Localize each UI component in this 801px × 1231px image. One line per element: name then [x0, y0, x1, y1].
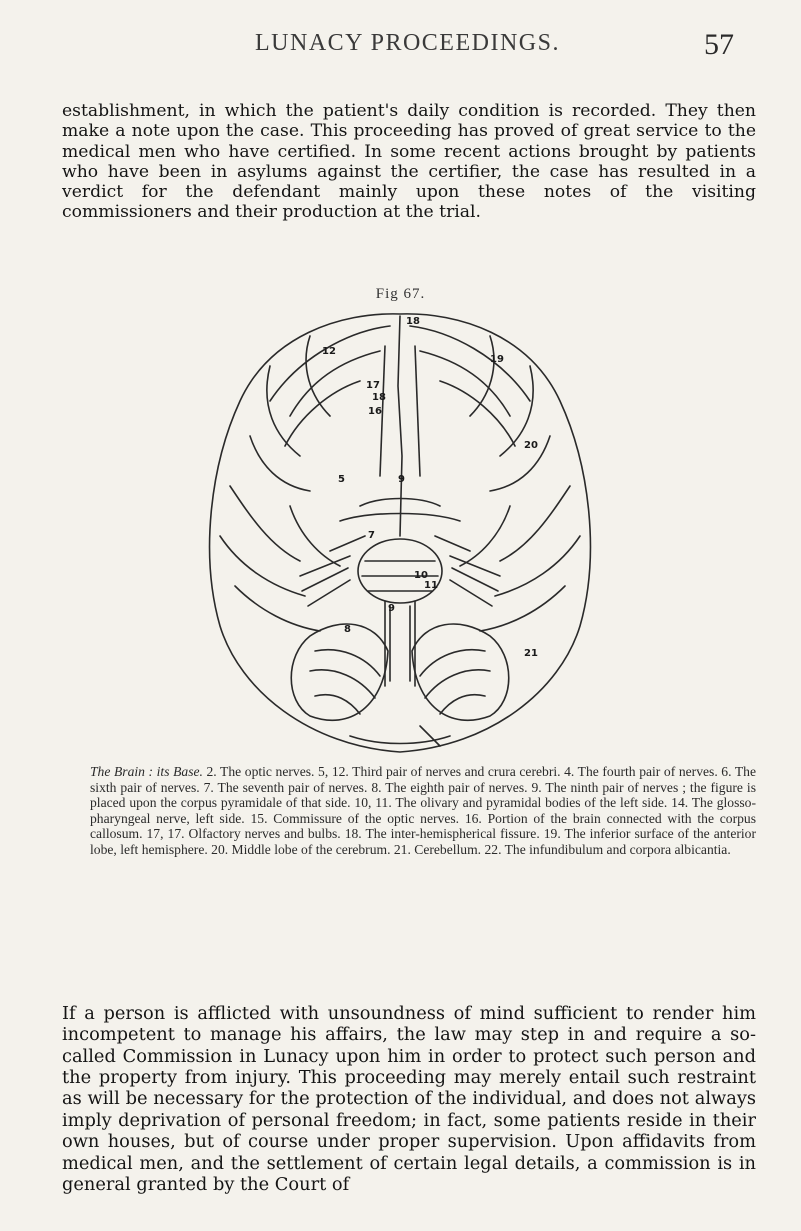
callout-19: 19: [490, 354, 504, 365]
callout-12: 12: [322, 346, 336, 357]
page-number: 57: [704, 28, 734, 61]
callout-18-mid: 18: [372, 392, 386, 403]
body-paragraph-2: If a person is afflicted with unsoundness of mind sufficient to render him incompetent to manage his affairs, the law may step in and require a so-called Commission in Lunacy upon him in order to protect such person and the property from injury. This proceeding may merely entail such restraint as will be necessary for the protection of the individual, and does not always imply deprivation of personal freedom; in fact, some patients reside in their own houses, but of course under proper supervision. Upon affidavits from medical men, and the settlement of certain legal details, a commission is in general granted by the Court of: [62, 1002, 756, 1196]
running-title: LUNACY PROCEEDINGS.: [255, 30, 560, 56]
callout-8: 8: [344, 624, 351, 635]
callout-9-upper: 9: [398, 474, 405, 485]
callout-17: 17: [366, 380, 380, 391]
callout-7: 7: [368, 530, 375, 541]
caption-text: 2. The optic nerves. 5, 12. Third pair of nerves and crura cerebri. 4. The fourth pair of nerves. 6. The sixth pair of nerves. 7. The seventh pair of nerves. 8. The eighth pair of nerves. 9. The ninth pair of nerves ; the figure is placed upon the corpus pyramidale of that side. 10, 11. The olivary and pyramidal bodies of the left side. 14. The glosso-pharyngeal nerve, left side. 15. Commissure of the optic nerves. 16. Portion of the brain connected with the corpus callosum. 17, 17. Olfactory nerves and bulbs. 18. The inter-hemispherical fissure. 19. The inferior surface of the anterior lobe, left hemisphere. 20. Middle lobe of the cerebrum. 21. Cerebellum. 22. The infundibulum and corpora albicantia.: [90, 764, 756, 857]
callout-5: 5: [338, 474, 345, 485]
body-paragraph-1: establishment, in which the patient's daily condition is recorded. They then make a note upon the case. This proceeding has proved of great service to the medical men who have certified. In some recent actions brought by patients who have been in asylums against the certifier, the case has resulted in a verdict for the defendant mainly upon these notes of the visiting commissioners and their production at the trial.: [62, 101, 756, 223]
callout-20: 20: [524, 440, 538, 451]
callout-16: 16: [368, 406, 382, 417]
callout-21: 21: [524, 648, 538, 659]
caption-title: The Brain : its Base.: [90, 764, 203, 779]
callout-11: 11: [424, 580, 438, 591]
brain-base-illustration: [190, 306, 610, 758]
callout-18-top: 18: [406, 316, 420, 327]
running-head: [0, 30, 801, 60]
figure-label: Fig 67.: [375, 286, 426, 302]
callout-10: 10: [414, 570, 428, 581]
callout-9-lower: 9: [388, 603, 395, 614]
figure-caption: [90, 764, 756, 858]
